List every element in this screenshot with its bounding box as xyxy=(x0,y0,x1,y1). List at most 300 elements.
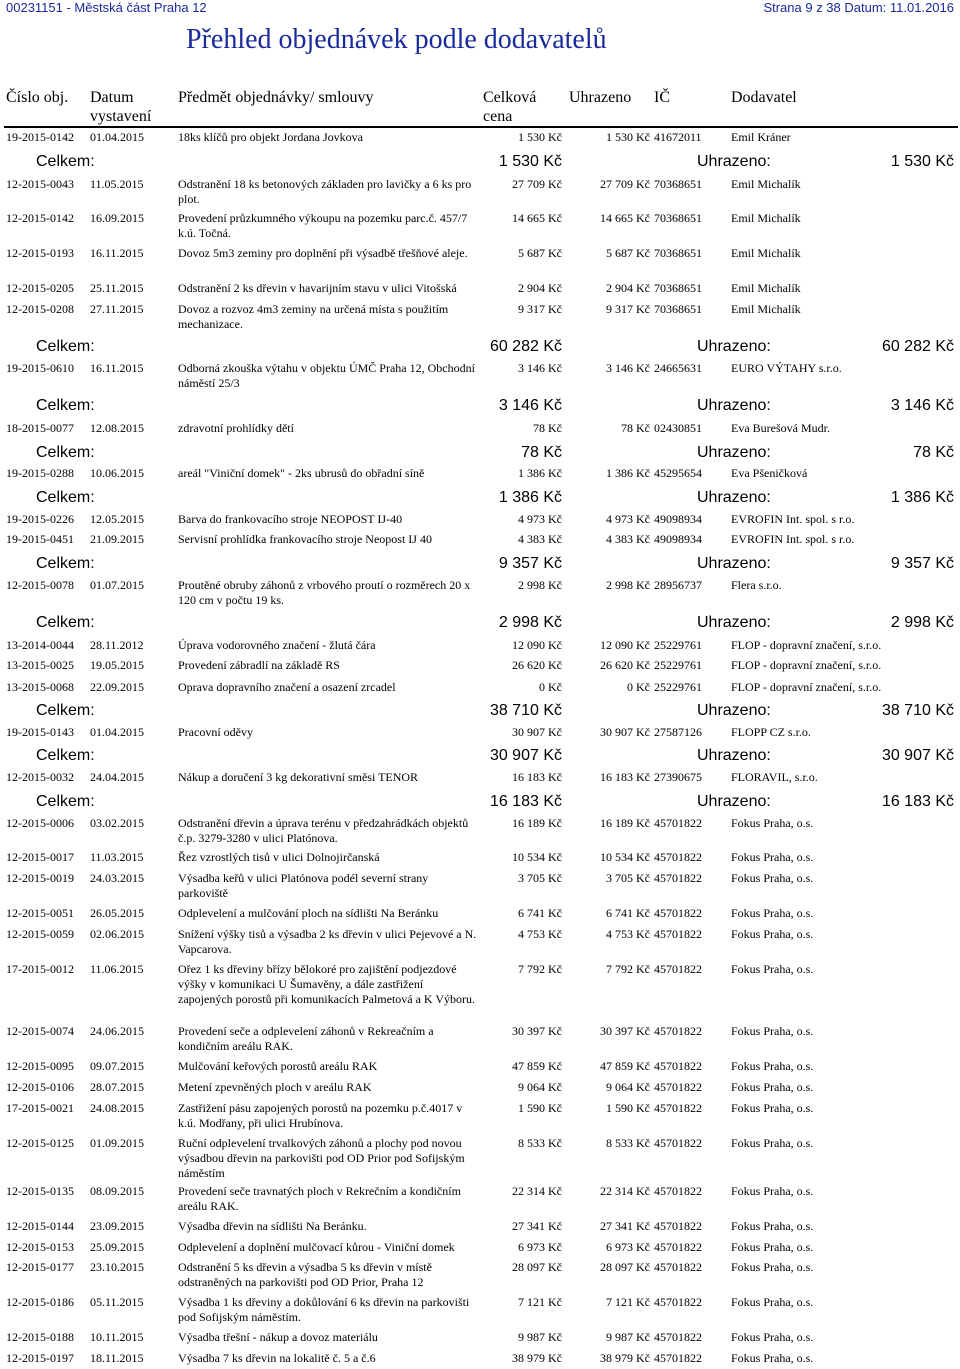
order-paid: 4 383 Kč xyxy=(606,532,650,546)
order-date: 27.11.2015 xyxy=(90,302,144,316)
order-ico: 70368651 xyxy=(654,211,702,225)
order-date: 12.05.2015 xyxy=(90,512,144,526)
order-subject: Ruční odplevelení trvalkových záhonů a plochy pod novou výsadbou dřevin na parkovišti pod OD Prior pod Sofijským náměstím xyxy=(178,1136,465,1180)
header-divider xyxy=(4,126,958,128)
order-id: 12-2015-0074 xyxy=(6,1024,74,1038)
order-ico: 70368651 xyxy=(654,246,702,260)
order-id: 19-2015-0288 xyxy=(6,466,74,480)
order-supplier: Fokus Praha, o.s. xyxy=(731,1184,814,1198)
sum-total: 38 710 Kč xyxy=(489,702,562,719)
order-id: 12-2015-0205 xyxy=(6,281,74,295)
order-paid: 5 687 Kč xyxy=(606,246,650,260)
sum-paid-label: Uhrazeno: xyxy=(697,614,771,631)
sum-total: 78 Kč xyxy=(521,444,562,461)
order-id: 12-2015-0208 xyxy=(6,302,74,316)
order-id: 19-2015-0610 xyxy=(6,361,74,375)
order-subject: zdravotní prohlídky dětí xyxy=(178,421,294,435)
order-date: 25.09.2015 xyxy=(90,1240,144,1254)
order-subject: Provedení průzkumného výkoupu na pozemku parc.č. 457/7 k.ú. Točná. xyxy=(178,211,468,240)
order-paid: 3 146 Kč xyxy=(606,361,650,375)
sum-label: Celkem: xyxy=(36,614,95,631)
order-date: 24.03.2015 xyxy=(90,871,144,885)
order-subject: Výsadba dřevin na sídlišti Na Beránku. xyxy=(178,1219,367,1233)
order-ico: 45701822 xyxy=(654,850,702,864)
order-supplier: Fokus Praha, o.s. xyxy=(731,1059,814,1073)
order-subject: Odstranění 2 ks dřevin v havarijním stavu v ulici Vitošská xyxy=(178,281,457,295)
order-subject: Nákup a doručení 3 kg dekorativní směsi TENOR xyxy=(178,770,419,784)
order-supplier: Emil Michalík xyxy=(731,246,801,260)
order-supplier: Fokus Praha, o.s. xyxy=(731,816,814,830)
order-ico: 45701822 xyxy=(654,1059,702,1073)
order-ico: 70368651 xyxy=(654,177,702,191)
order-id: 17-2015-0021 xyxy=(6,1101,74,1115)
sum-label: Celkem: xyxy=(36,702,95,719)
order-date: 16.11.2015 xyxy=(90,361,144,375)
order-date: 09.07.2015 xyxy=(90,1059,144,1073)
order-date: 11.03.2015 xyxy=(90,850,144,864)
sum-total: 3 146 Kč xyxy=(498,397,562,414)
order-supplier: Fokus Praha, o.s. xyxy=(731,1080,814,1094)
sum-total: 1 386 Kč xyxy=(498,489,562,506)
order-subject: Výsadba 1 ks dřeviny a dokůlování 6 ks dřevin na parkovišti pod Sofijským náměstím. xyxy=(178,1295,470,1324)
order-paid: 16 189 Kč xyxy=(600,816,650,830)
order-date: 24.08.2015 xyxy=(90,1101,144,1115)
sum-paid: 78 Kč xyxy=(913,444,954,461)
sum-paid: 1 386 Kč xyxy=(890,489,954,506)
order-paid: 9 317 Kč xyxy=(606,302,650,316)
order-supplier: Emil Michalík xyxy=(731,211,801,225)
sum-label: Celkem: xyxy=(36,397,95,414)
order-supplier: Emil Michalík xyxy=(731,177,801,191)
order-supplier: Fokus Praha, o.s. xyxy=(731,906,814,920)
order-subject: Proutěné obruby záhonů z vrbového proutí o rozměrech 20 x 120 cm v počtu 19 ks. xyxy=(178,578,471,607)
order-ico: 45701822 xyxy=(654,1219,702,1233)
order-date: 03.02.2015 xyxy=(90,816,144,830)
order-total: 47 859 Kč xyxy=(512,1059,562,1073)
order-paid: 7 121 Kč xyxy=(606,1295,650,1309)
order-subject: Oprava dopravního značení a osazení zrcadel xyxy=(178,680,396,694)
order-subject: Provedení seče travnatých ploch v Rekrečním a kondičním areálu RAK. xyxy=(178,1184,461,1213)
order-total: 1 386 Kč xyxy=(518,466,562,480)
order-id: 19-2015-0451 xyxy=(6,532,74,546)
order-id: 19-2015-0142 xyxy=(6,130,74,144)
order-id: 12-2015-0135 xyxy=(6,1184,74,1198)
order-date: 25.11.2015 xyxy=(90,281,144,295)
sum-paid-label: Uhrazeno: xyxy=(697,397,771,414)
order-date: 10.11.2015 xyxy=(90,1330,144,1344)
order-date: 01.09.2015 xyxy=(90,1136,144,1150)
order-ico: 45701822 xyxy=(654,816,702,830)
order-supplier: EVROFIN Int. spol. s r.o. xyxy=(731,512,855,526)
order-ico: 28956737 xyxy=(654,578,702,592)
order-date: 11.06.2015 xyxy=(90,962,144,976)
order-date: 01.04.2015 xyxy=(90,725,144,739)
sum-paid: 60 282 Kč xyxy=(881,338,954,355)
order-subject: Snížení výšky tisů a výsadba 2 ks dřevin v ulici Pejevové a N. Vapcarova. xyxy=(178,927,477,956)
order-paid: 12 090 Kč xyxy=(600,638,650,652)
order-paid: 6 741 Kč xyxy=(606,906,650,920)
col-order-id: Číslo obj. xyxy=(6,89,69,106)
sum-label: Celkem: xyxy=(36,555,95,572)
order-date: 16.09.2015 xyxy=(90,211,144,225)
order-date: 26.05.2015 xyxy=(90,906,144,920)
sum-paid-label: Uhrazeno: xyxy=(697,702,771,719)
order-id: 12-2015-0188 xyxy=(6,1330,74,1344)
order-total: 28 097 Kč xyxy=(512,1260,562,1274)
order-ico: 25229761 xyxy=(654,638,702,652)
order-paid: 4 753 Kč xyxy=(606,927,650,941)
order-subject: areál "Viniční domek" - 2ks ubrusů do obřadní síně xyxy=(178,466,425,480)
order-ico: 45701822 xyxy=(654,906,702,920)
order-subject: Pracovní oděvy xyxy=(178,725,253,739)
order-id: 12-2015-0125 xyxy=(6,1136,74,1150)
order-supplier: Emil Kráner xyxy=(731,130,791,144)
order-ico: 25229761 xyxy=(654,658,702,672)
order-id: 18-2015-0077 xyxy=(6,421,74,435)
sum-paid: 1 530 Kč xyxy=(890,153,954,170)
order-total: 27 341 Kč xyxy=(512,1219,562,1233)
order-id: 19-2015-0143 xyxy=(6,725,74,739)
order-total: 4 753 Kč xyxy=(518,927,562,941)
order-date: 28.07.2015 xyxy=(90,1080,144,1094)
order-paid: 9 064 Kč xyxy=(606,1080,650,1094)
sum-paid-label: Uhrazeno: xyxy=(697,153,771,170)
order-id: 12-2015-0095 xyxy=(6,1059,74,1073)
order-subject: Výsadba 7 ks dřevin na lokalitě č. 5 a č.6 xyxy=(178,1351,376,1365)
order-supplier: EVROFIN Int. spol. s r.o. xyxy=(731,532,855,546)
order-paid: 30 397 Kč xyxy=(600,1024,650,1038)
order-subject: Zastřižení pásu zapojených porostů na pozemku p.č.4017 v k.ú. Modřany, při ulici Hrubínova. xyxy=(178,1101,463,1130)
order-supplier: Fokus Praha, o.s. xyxy=(731,871,814,885)
col-paid: Uhrazeno xyxy=(569,89,632,106)
sum-total: 16 183 Kč xyxy=(489,793,562,810)
order-subject: Odstranění 18 ks betonových základen pro lavičky a 6 ks pro plot. xyxy=(178,177,472,206)
sum-paid: 30 907 Kč xyxy=(881,747,954,764)
order-paid: 8 533 Kč xyxy=(606,1136,650,1150)
order-date: 10.06.2015 xyxy=(90,466,144,480)
order-paid: 2 998 Kč xyxy=(606,578,650,592)
order-id: 12-2015-0144 xyxy=(6,1219,74,1233)
order-total: 9 987 Kč xyxy=(518,1330,562,1344)
order-supplier: EURO VÝTAHY s.r.o. xyxy=(731,361,842,375)
col-supplier: Dodavatel xyxy=(731,89,797,106)
order-id: 12-2015-0006 xyxy=(6,816,74,830)
sum-label: Celkem: xyxy=(36,747,95,764)
sum-paid: 3 146 Kč xyxy=(890,397,954,414)
sum-label: Celkem: xyxy=(36,793,95,810)
order-id: 12-2015-0106 xyxy=(6,1080,74,1094)
sum-total: 1 530 Kč xyxy=(498,153,562,170)
sum-paid-label: Uhrazeno: xyxy=(697,444,771,461)
order-total: 2 904 Kč xyxy=(518,281,562,295)
order-ico: 27587126 xyxy=(654,725,702,739)
order-supplier: Flera s.r.o. xyxy=(731,578,782,592)
order-ico: 02430851 xyxy=(654,421,702,435)
order-supplier: Fokus Praha, o.s. xyxy=(731,927,814,941)
order-paid: 14 665 Kč xyxy=(600,211,650,225)
report-page-date: Strana 9 z 38 Datum: 11.01.2016 xyxy=(763,0,954,15)
order-total: 27 709 Kč xyxy=(512,177,562,191)
sum-total: 2 998 Kč xyxy=(498,614,562,631)
order-subject: Odstranění 5 ks dřevin a výsadba 5 ks dřevin v místě odstraněných na parkovišti pod OD Prior, Praha 12 xyxy=(178,1260,432,1289)
order-paid: 0 Kč xyxy=(627,680,650,694)
order-id: 12-2015-0017 xyxy=(6,850,74,864)
sum-paid-label: Uhrazeno: xyxy=(697,489,771,506)
order-id: 12-2015-0197 xyxy=(6,1351,74,1365)
order-date: 23.10.2015 xyxy=(90,1260,144,1274)
order-subject: Odplevelení a doplnění mulčovací kůrou - Viniční domek xyxy=(178,1240,455,1254)
sum-total: 30 907 Kč xyxy=(489,747,562,764)
order-id: 12-2015-0177 xyxy=(6,1260,74,1274)
order-paid: 30 907 Kč xyxy=(600,725,650,739)
order-total: 12 090 Kč xyxy=(512,638,562,652)
order-total: 5 687 Kč xyxy=(518,246,562,260)
order-paid: 6 973 Kč xyxy=(606,1240,650,1254)
order-paid: 1 590 Kč xyxy=(606,1101,650,1115)
order-paid: 7 792 Kč xyxy=(606,962,650,976)
order-total: 30 397 Kč xyxy=(512,1024,562,1038)
order-paid: 27 709 Kč xyxy=(600,177,650,191)
order-date: 21.09.2015 xyxy=(90,532,144,546)
order-total: 26 620 Kč xyxy=(512,658,562,672)
order-ico: 45701822 xyxy=(654,962,702,976)
order-total: 7 792 Kč xyxy=(518,962,562,976)
order-id: 12-2015-0032 xyxy=(6,770,74,784)
sum-label: Celkem: xyxy=(36,444,95,461)
order-supplier: Fokus Praha, o.s. xyxy=(731,850,814,864)
sum-label: Celkem: xyxy=(36,489,95,506)
order-subject: Dovoz a rozvoz 4m3 zeminy na určená místa s použitím mechanizace. xyxy=(178,302,449,331)
col-total-line2: cena xyxy=(483,108,513,125)
order-date: 16.11.2015 xyxy=(90,246,144,260)
order-id: 12-2015-0059 xyxy=(6,927,74,941)
order-subject: Provedení zábradlí na základě RS xyxy=(178,658,340,672)
order-total: 2 998 Kč xyxy=(518,578,562,592)
order-ico: 49098934 xyxy=(654,512,702,526)
order-date: 02.06.2015 xyxy=(90,927,144,941)
order-date: 11.05.2015 xyxy=(90,177,144,191)
order-subject: Úprava vodorovného značení - žlutá čára xyxy=(178,638,376,652)
col-date xyxy=(90,88,151,126)
order-subject: Odplevelení a mulčování ploch na sídlišti Na Beránku xyxy=(178,906,439,920)
order-subject: Mulčování keřových porostů areálu RAK xyxy=(178,1059,378,1073)
order-subject: Řez vzrostlých tisů v ulici Dolnojirčanská xyxy=(178,850,380,864)
order-supplier: Fokus Praha, o.s. xyxy=(731,1024,814,1038)
order-date: 01.04.2015 xyxy=(90,130,144,144)
order-total: 0 Kč xyxy=(539,680,562,694)
order-date: 24.06.2015 xyxy=(90,1024,144,1038)
order-paid: 4 973 Kč xyxy=(606,512,650,526)
order-total: 1 530 Kč xyxy=(518,130,562,144)
order-id: 12-2015-0051 xyxy=(6,906,74,920)
order-date: 23.09.2015 xyxy=(90,1219,144,1233)
order-id: 12-2015-0153 xyxy=(6,1240,74,1254)
order-supplier: Fokus Praha, o.s. xyxy=(731,1240,814,1254)
order-supplier: Fokus Praha, o.s. xyxy=(731,1101,814,1115)
order-ico: 41672011 xyxy=(654,130,702,144)
order-subject: 18ks klíčů pro objekt Jordana Jovkova xyxy=(178,130,363,144)
sum-paid: 38 710 Kč xyxy=(881,702,954,719)
order-supplier: Fokus Praha, o.s. xyxy=(731,1330,814,1344)
order-supplier: FLOP - dopravní značení, s.r.o. xyxy=(731,638,882,652)
order-total: 3 146 Kč xyxy=(518,361,562,375)
order-id: 17-2015-0012 xyxy=(6,962,74,976)
order-supplier: Fokus Praha, o.s. xyxy=(731,962,814,976)
order-supplier: Eva Burešová Mudr. xyxy=(731,421,830,435)
sum-paid: 9 357 Kč xyxy=(890,555,954,572)
order-id: 12-2015-0142 xyxy=(6,211,74,225)
order-total: 78 Kč xyxy=(533,421,562,435)
order-ico: 45701822 xyxy=(654,1330,702,1344)
order-date: 01.07.2015 xyxy=(90,578,144,592)
order-supplier: FLOP - dopravní značení, s.r.o. xyxy=(731,658,882,672)
order-total: 16 183 Kč xyxy=(512,770,562,784)
order-total: 3 705 Kč xyxy=(518,871,562,885)
col-ico: IČ xyxy=(654,89,670,106)
order-total: 38 979 Kč xyxy=(512,1351,562,1365)
order-date: 24.04.2015 xyxy=(90,770,144,784)
order-id: 19-2015-0226 xyxy=(6,512,74,526)
col-total-line1: Celková xyxy=(483,89,537,106)
order-ico: 70368651 xyxy=(654,302,702,316)
order-subject: Výsadba keřů v ulici Platónova podél severní strany parkoviště xyxy=(178,871,429,900)
order-subject: Barva do frankovacího stroje NEOPOST IJ-40 xyxy=(178,512,403,526)
order-paid: 9 987 Kč xyxy=(606,1330,650,1344)
order-ico: 45701822 xyxy=(654,871,702,885)
order-ico: 45701822 xyxy=(654,1240,702,1254)
order-paid: 10 534 Kč xyxy=(600,850,650,864)
order-supplier: Fokus Praha, o.s. xyxy=(731,1260,814,1274)
order-subject: Odstranění dřevin a úprava terénu v předzahrádkách objektů č.p. 3279-3280 v ulici Platónova. xyxy=(178,816,469,845)
sum-paid: 16 183 Kč xyxy=(881,793,954,810)
order-total: 1 590 Kč xyxy=(518,1101,562,1115)
order-id: 13-2015-0068 xyxy=(6,680,74,694)
order-paid: 78 Kč xyxy=(621,421,650,435)
sum-label: Celkem: xyxy=(36,338,95,355)
sum-paid-label: Uhrazeno: xyxy=(697,555,771,572)
order-date: 18.11.2015 xyxy=(90,1351,144,1365)
order-total: 16 189 Kč xyxy=(512,816,562,830)
order-id: 12-2015-0043 xyxy=(6,177,74,191)
sum-paid-label: Uhrazeno: xyxy=(697,793,771,810)
order-ico: 70368651 xyxy=(654,281,702,295)
order-total: 14 665 Kč xyxy=(512,211,562,225)
order-ico: 24665631 xyxy=(654,361,702,375)
order-total: 7 121 Kč xyxy=(518,1295,562,1309)
order-ico: 45701822 xyxy=(654,1024,702,1038)
order-ico: 45701822 xyxy=(654,1351,702,1365)
order-paid: 16 183 Kč xyxy=(600,770,650,784)
order-paid: 27 341 Kč xyxy=(600,1219,650,1233)
sum-total: 9 357 Kč xyxy=(498,555,562,572)
order-total: 22 314 Kč xyxy=(512,1184,562,1198)
order-ico: 45701822 xyxy=(654,1260,702,1274)
order-supplier: Emil Michalík xyxy=(731,281,801,295)
order-paid: 1 386 Kč xyxy=(606,466,650,480)
order-id: 13-2014-0044 xyxy=(6,638,74,652)
order-subject: Servisní prohlídka frankovacího stroje Neopost IJ 40 xyxy=(178,532,432,546)
sum-paid: 2 998 Kč xyxy=(890,614,954,631)
order-id: 12-2015-0019 xyxy=(6,871,74,885)
col-total xyxy=(483,88,536,126)
order-total: 10 534 Kč xyxy=(512,850,562,864)
order-supplier: Fokus Praha, o.s. xyxy=(731,1219,814,1233)
order-id: 12-2015-0186 xyxy=(6,1295,74,1309)
order-paid: 3 705 Kč xyxy=(606,871,650,885)
order-supplier: Fokus Praha, o.s. xyxy=(731,1351,814,1365)
order-date: 12.08.2015 xyxy=(90,421,144,435)
order-date: 08.09.2015 xyxy=(90,1184,144,1198)
order-subject: Výsadba třešní - nákup a dovoz materiálu xyxy=(178,1330,378,1344)
order-id: 13-2015-0025 xyxy=(6,658,74,672)
order-ico: 45295654 xyxy=(654,466,702,480)
order-supplier: Fokus Praha, o.s. xyxy=(731,1136,814,1150)
order-ico: 45701822 xyxy=(654,1184,702,1198)
report-title: Přehled objednávek podle dodavatelů xyxy=(186,24,607,55)
order-paid: 38 979 Kč xyxy=(600,1351,650,1365)
sum-paid-label: Uhrazeno: xyxy=(697,338,771,355)
order-date: 05.11.2015 xyxy=(90,1295,144,1309)
order-paid: 47 859 Kč xyxy=(600,1059,650,1073)
order-ico: 49098934 xyxy=(654,532,702,546)
sum-total: 60 282 Kč xyxy=(489,338,562,355)
sum-label: Celkem: xyxy=(36,153,95,170)
order-total: 9 317 Kč xyxy=(518,302,562,316)
order-paid: 2 904 Kč xyxy=(606,281,650,295)
order-total: 8 533 Kč xyxy=(518,1136,562,1150)
order-total: 6 973 Kč xyxy=(518,1240,562,1254)
order-total: 4 383 Kč xyxy=(518,532,562,546)
order-subject: Odborná zkouška výtahu v objektu ÚMČ Praha 12, Obchodní náměstí 25/3 xyxy=(178,361,475,390)
order-date: 19.05.2015 xyxy=(90,658,144,672)
order-supplier: FLOP - dopravní značení, s.r.o. xyxy=(731,680,882,694)
order-paid: 1 530 Kč xyxy=(606,130,650,144)
order-supplier: Emil Michalík xyxy=(731,302,801,316)
order-ico: 45701822 xyxy=(654,1101,702,1115)
order-subject: Dovoz 5m3 zeminy pro doplnění při výsadbě třešňové aleje. xyxy=(178,246,468,260)
order-supplier: Eva Pšeničková xyxy=(731,466,808,480)
order-supplier: FLOPP CZ s.r.o. xyxy=(731,725,811,739)
order-ico: 45701822 xyxy=(654,1295,702,1309)
order-ico: 27390675 xyxy=(654,770,702,784)
order-total: 30 907 Kč xyxy=(512,725,562,739)
order-ico: 45701822 xyxy=(654,1080,702,1094)
order-ico: 25229761 xyxy=(654,680,702,694)
order-subject: Metení zpevněných ploch v areálu RAK xyxy=(178,1080,372,1094)
col-date-line2: vystavení xyxy=(90,108,152,125)
col-subject: Předmět objednávky/ smlouvy xyxy=(178,89,374,106)
order-supplier: FLORAVIL, s.r.o. xyxy=(731,770,818,784)
col-date-line1: Datum xyxy=(90,89,134,106)
order-ico: 45701822 xyxy=(654,1136,702,1150)
order-date: 22.09.2015 xyxy=(90,680,144,694)
order-supplier: Fokus Praha, o.s. xyxy=(731,1295,814,1309)
order-id: 12-2015-0193 xyxy=(6,246,74,260)
order-paid: 28 097 Kč xyxy=(600,1260,650,1274)
order-total: 9 064 Kč xyxy=(518,1080,562,1094)
order-paid: 26 620 Kč xyxy=(600,658,650,672)
report-org: 00231151 - Městská část Praha 12 xyxy=(6,0,207,15)
order-paid: 22 314 Kč xyxy=(600,1184,650,1198)
order-ico: 45701822 xyxy=(654,927,702,941)
sum-paid-label: Uhrazeno: xyxy=(697,747,771,764)
order-id: 12-2015-0078 xyxy=(6,578,74,592)
order-subject: Ořez 1 ks dřeviny břízy bělokoré pro zajištění podjezdové výšky v komunikaci U Šumavěny, a dále zastřižení zapojených porostů při komunikacích Palmetová a K Výboru. xyxy=(178,962,476,1006)
order-subject: Provedení seče a odplevelení záhonů v Rekreačním a kondičním areálu RAK. xyxy=(178,1024,434,1053)
order-date: 28.11.2012 xyxy=(90,638,144,652)
order-total: 4 973 Kč xyxy=(518,512,562,526)
order-total: 6 741 Kč xyxy=(518,906,562,920)
